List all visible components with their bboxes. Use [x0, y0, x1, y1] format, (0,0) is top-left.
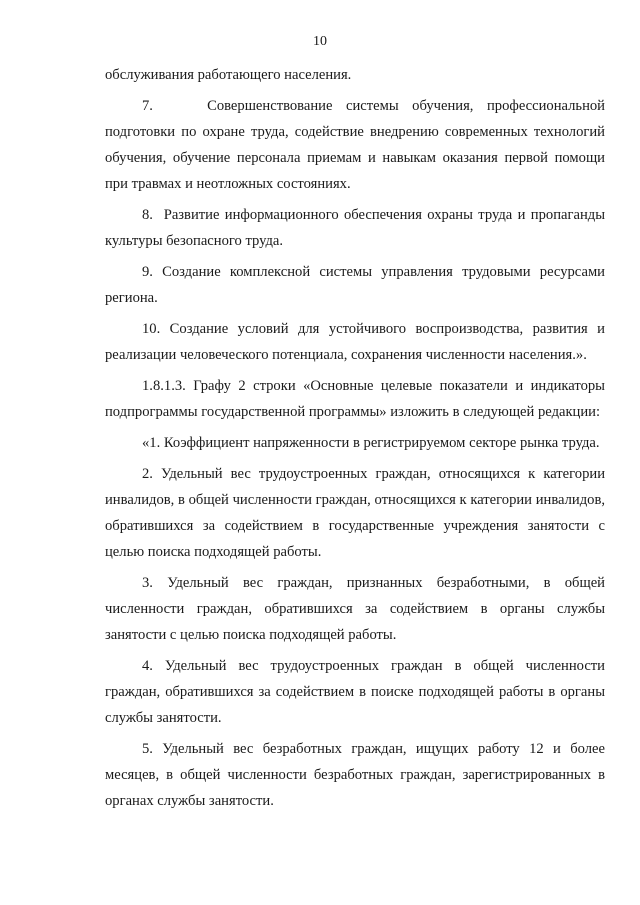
- page-number: 10: [313, 34, 327, 49]
- paragraph-item-9: 9. Создание комплексной системы управления трудовыми ресурсами региона.: [105, 264, 605, 306]
- paragraph-item-10: 10. Создание условий для устойчивого воспроизводства, развития и реализации человеческого потенциала, сохранения численности населения.».: [105, 321, 605, 363]
- paragraph-indicator-5: 5. Удельный вес безработных граждан, ищущих работу 12 и более месяцев, в общей численности безработных граждан, зарегистрированных в органах службы занятости.: [105, 741, 605, 809]
- paragraph-indicator-1: «1. Коэффициент напряженности в регистрируемом секторе рынка труда.: [142, 435, 600, 451]
- paragraph-amendment: 1.8.1.3. Графу 2 строки «Основные целевые показатели и индикаторы подпрограммы государственной программы» изложить в следующей редакции:: [105, 378, 605, 420]
- paragraph-indicator-4: 4. Удельный вес трудоустроенных граждан в общей численности граждан, обратившихся за содействием в поиске подходящей работы в органы службы занятости.: [105, 658, 605, 726]
- paragraph-item-7: 7. Совершенствование системы обучения, профессиональной подготовки по охране труда, содействие внедрению современных технологий обучения, обучение персонала приемам и навыкам оказания первой помощи при травмах и неотложных состояниях.: [105, 98, 605, 192]
- paragraph-item-8: 8. Развитие информационного обеспечения охраны труда и пропаганды культуры безопасного труда.: [105, 207, 605, 249]
- paragraph-continuation: обслуживания работающего населения.: [105, 67, 352, 83]
- paragraph-indicator-2: 2. Удельный вес трудоустроенных граждан, относящихся к категории инвалидов, в общей численности граждан, относящихся к категории инвалидов, обратившихся за содействием в государственные учреждения занятости с целью поиска подходящей работы.: [105, 466, 605, 560]
- paragraph-indicator-3: 3. Удельный вес граждан, признанных безработными, в общей численности граждан, обратившихся за содействием в органы службы занятости с целью поиска подходящей работы.: [105, 575, 605, 643]
- document-body: [105, 62, 605, 814]
